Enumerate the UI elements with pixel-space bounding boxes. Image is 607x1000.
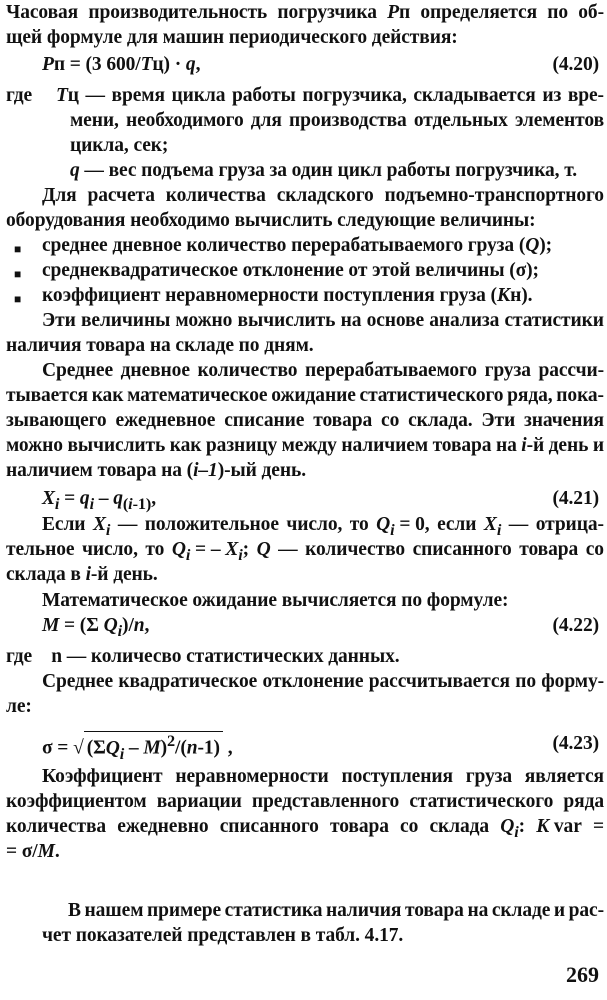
paragraph-line: чет показателей представлен в табл. 4.17.: [42, 925, 404, 946]
paragraph-line: ле:: [6, 696, 32, 717]
paragraph-line: оборудования необходимо вычислить следующие величины:: [6, 210, 536, 231]
paragraph-line: Коэффициент неравномерности поступления груза является: [42, 766, 604, 787]
paragraph-line: количества ежедневно списанного товара со склада $Q_i$: K var =: [6, 816, 604, 841]
paragraph-line: Часовая производительность погрузчика Рп определяется по об-: [6, 2, 604, 23]
paragraph-line: склада в i-й день.: [6, 564, 158, 585]
paragraph-line: мени, необходимого для производства отдельных элементов: [70, 110, 604, 131]
paragraph-line: наличия товара на складе по дням.: [6, 335, 314, 356]
equation-number: (4.20): [552, 54, 599, 75]
paragraph-line: Среднее квадратическое отклонение рассчитывается по форму-: [42, 671, 604, 692]
list-item: среднее дневное количество перерабатываемого груза (Q);: [42, 235, 552, 256]
formula-4-22: M = (Σ $Q_i)/n$,: [42, 615, 150, 640]
square-root: √ $(\Sigma Q_i - M)^2/(n-1)$: [73, 731, 223, 763]
paragraph-line: где n — количесво статистических данных.: [6, 646, 400, 667]
paragraph-line: коэффициентом вариации представленного статистического ряда: [6, 791, 604, 812]
list-item: среднеквадратическое отклонение от этой величины (σ);: [42, 260, 539, 281]
bullet-icon: ■: [14, 242, 22, 256]
paragraph-line: В нашем примере статистика наличия товара на складе и рас-: [68, 900, 604, 921]
formula-4-21: $X_i = q_i - q_{(i-1)}$,: [42, 488, 157, 513]
paragraph-line: тельное число, то $Q_i$ = – $X_i$; Q — количество списанного товара со: [6, 539, 604, 564]
paragraph-line: q — вес подъема груза за один цикл работы погрузчика, т.: [70, 160, 578, 181]
equation-number: (4.23): [552, 733, 599, 754]
paragraph-line: Среднее дневное количество перерабатываемого груза рассчи-: [42, 360, 604, 381]
equation-number: (4.22): [552, 615, 599, 636]
equation-number: (4.21): [552, 488, 599, 509]
paragraph-line: Математическое ожидание вычисляется по формуле:: [42, 590, 509, 611]
formula-4-20: Рп = (3 600/Тц) · q,: [42, 54, 201, 75]
paragraph-line: Если $X_i$ — положительное число, то $Q_i = 0$, если $X_i$ — отрица-: [42, 514, 604, 539]
list-item: коэффициент неравномерности поступления груза (Кн).: [42, 285, 533, 306]
bullet-icon: ■: [14, 267, 22, 281]
paragraph-line: = σ/M.: [6, 841, 60, 862]
formula-4-23: σ = √ $(\Sigma Q_i - M)^2/(n-1)$ ,: [42, 732, 233, 763]
paragraph-line: можно вычислить как разницу между наличием товара на i-й день и: [6, 435, 604, 456]
paragraph-line: тывается как математическое ожидание статистического ряда, пока-: [6, 385, 604, 406]
paragraph-line: Для расчета количества складского подъемно-транспортного: [42, 185, 604, 206]
paragraph-line: где Тц — время цикла работы погрузчика, складывается из вре-: [6, 85, 604, 106]
paragraph-line: наличием товара на (i–1)-ый день.: [6, 460, 306, 481]
bullet-icon: ■: [14, 292, 22, 306]
page-number: 269: [566, 962, 599, 987]
paragraph-line: Эти величины можно вычислить на основе анализа статистики: [42, 310, 604, 331]
paragraph-line: зывающего ежедневное списание товара со склада. Эти значения: [6, 410, 604, 431]
paragraph-line: щей формуле для машин периодического действия:: [6, 27, 458, 48]
paragraph-line: цикла, сек;: [70, 135, 169, 156]
